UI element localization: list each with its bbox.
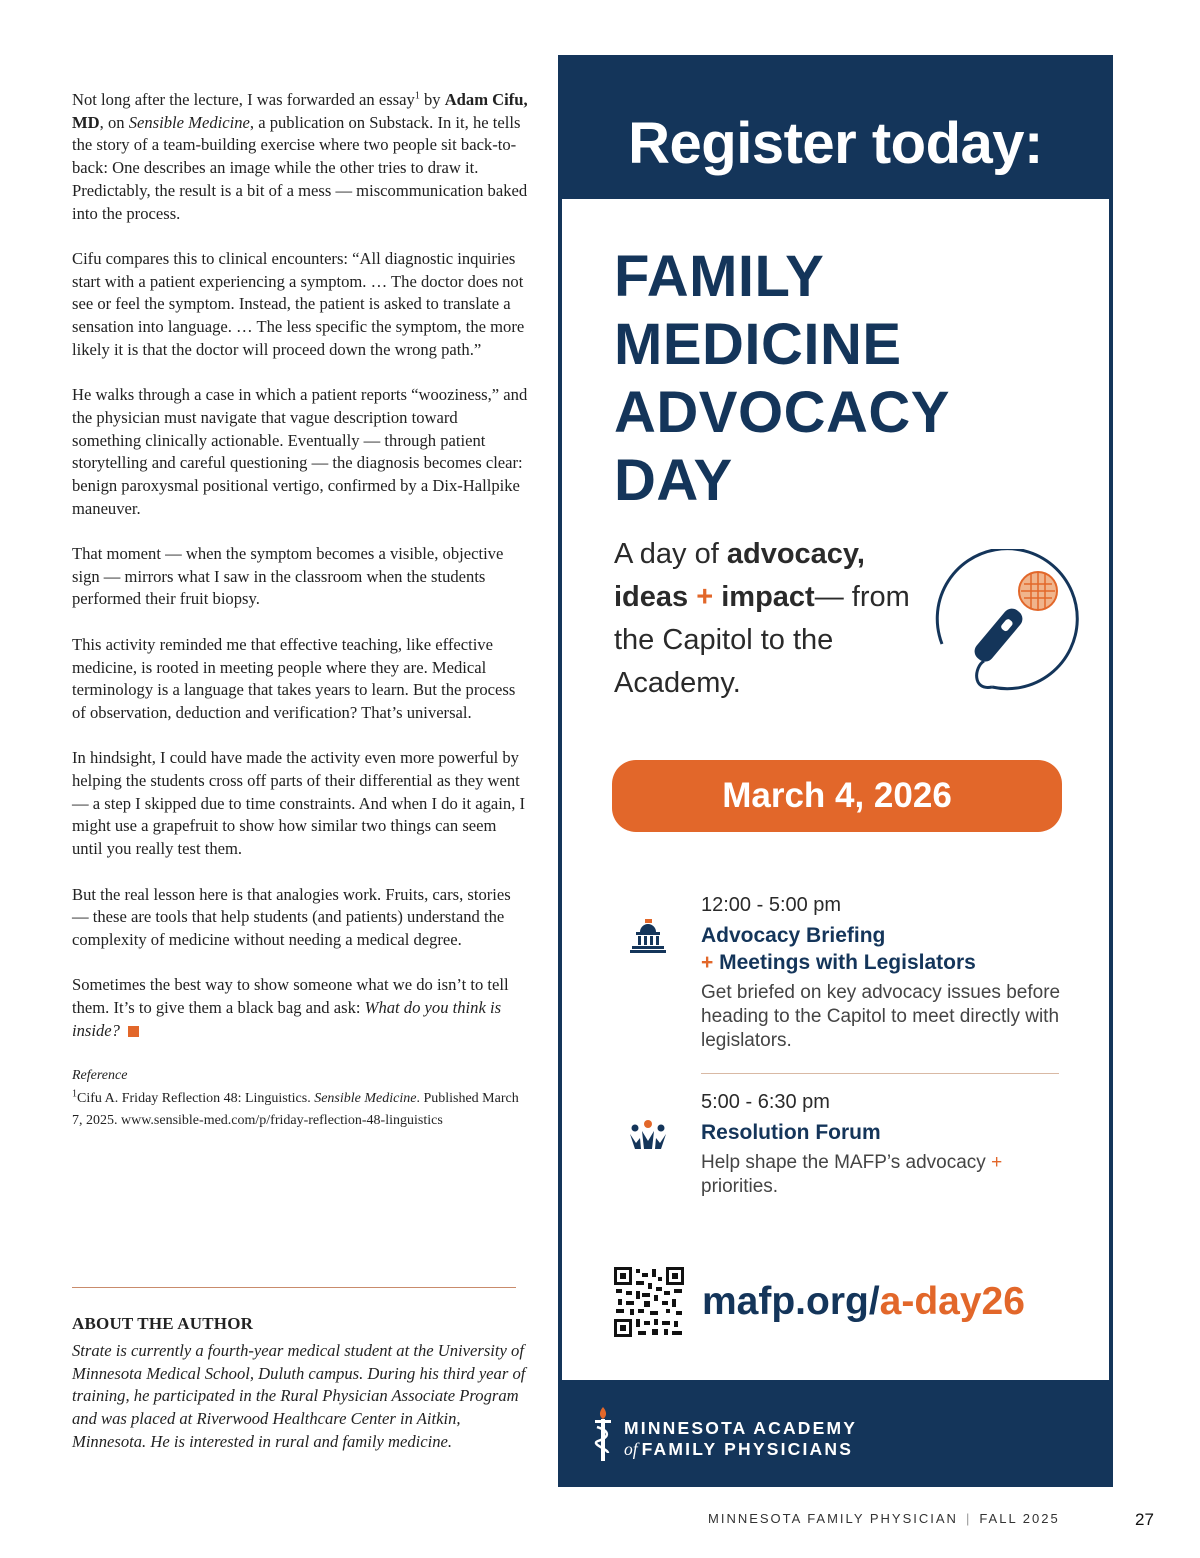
reference-label: Reference (72, 1068, 128, 1084)
qr-code-icon[interactable] (614, 1267, 684, 1337)
about-text: Strate is currently a fourth-year medical student at the University of Minnesota Medical School, Duluth campus. During his third year of training, he participated in the Rural Physician Associate Program and was placed at Riverwood Healthcare Center in Aitkin, Minnesota. He is interested in rural and family medicine. (72, 1341, 526, 1451)
reference-entry: $^1$Cifu A. Friday Reflection 48: Linguistics. Sensible Medicine. Published March 7, 2025. www.sensible-med.com/p/friday-reflection-48-linguistics (72, 1087, 519, 1129)
group-people-icon (628, 1117, 668, 1157)
torch-caduceus-logo-icon (592, 1405, 614, 1463)
footer-separator: | (965, 1511, 972, 1526)
ad-footer (558, 1380, 1113, 1487)
article-paragraph-4: That moment — when the symptom becomes a visible, objective sign — mirrors what I saw in the classroom when the students performed their fruit biopsy. (72, 544, 504, 609)
slot-title: Resolution Forum (701, 1121, 881, 1144)
event-title (614, 243, 1094, 515)
slot-description: Help shape the MAFP’s advocacy + priorities. (701, 1152, 1003, 1197)
running-footer (708, 1511, 1060, 1526)
slot-description: Get briefed on key advocacy issues before heading to the Capitol to meet directly with legislators. (701, 982, 1061, 1051)
end-of-article-square-icon (128, 1026, 139, 1037)
slot-title: Advocacy Briefing + Meetings with Legislators (701, 924, 976, 974)
microphone-icon (932, 549, 1082, 699)
registration-url-link[interactable]: mafp.org/a-day26 (702, 1280, 1025, 1323)
schedule-divider (701, 1073, 1059, 1074)
reference-section (72, 1065, 528, 1133)
article-paragraph-5: This activity reminded me that effective teaching, like effective medicine, is rooted in meeting people where they are. Medical terminology is a language that takes years to learn. But the process of observation, deduction and verification? That’s universal. (72, 634, 516, 722)
register-heading: Register today: (628, 111, 1043, 176)
ad-body (562, 199, 1109, 1380)
about-the-author (72, 1314, 528, 1454)
article-paragraph-6: In hindsight, I could have made the activity even more powerful by helping the students cross off parts of their differential as they went — a step I skipped due to time constraints. And when I do it again, I might use a grapefruit to show how similar two things can seem until you really test them. (72, 748, 526, 859)
event-title-line: ADVOCACY (614, 380, 950, 445)
slot-time: 12:00 - 5:00 pm (701, 894, 842, 916)
event-title-line: FAMILY (614, 244, 825, 309)
section-divider (72, 1287, 516, 1288)
issue-label: FALL 2025 (979, 1511, 1060, 1526)
closing-question: What do you think is inside? (72, 998, 502, 1040)
schedule-slot-briefing (701, 892, 1081, 1053)
about-heading: ABOUT THE AUTHOR (72, 1314, 254, 1333)
page-number: 27 (1135, 1510, 1154, 1529)
academy-name: MINNESOTA ACADEMY of FAMILY PHYSICIANS (624, 1418, 858, 1459)
capitol-building-icon (628, 916, 668, 956)
event-title-line: DAY (614, 448, 733, 513)
event-tagline: A day of advocacy, ideas + impact— from the Capitol to the Academy. (614, 538, 910, 699)
article-paragraph-2: Cifu compares this to clinical encounters: “All diagnostic inquiries start with a patient experiencing a symptom. … The doctor does not see or feel the symptom. Instead, the patient is asked to translate a sensation into language. … The less specific the symptom, the more likely it is that the doctor will proceed down the wrong path.” (72, 248, 525, 359)
footnote-marker: 1 (414, 90, 420, 102)
publication-title: MINNESOTA FAMILY PHYSICIAN (708, 1511, 958, 1526)
advocacy-day-ad (558, 55, 1113, 1487)
article-paragraph-8: Sometimes the best way to show someone what we do isn’t to tell them. It’s to give them a black bag and ask: What do you think is inside? (72, 975, 509, 1040)
event-title-line: MEDICINE (614, 312, 902, 377)
article-paragraph-3: He walks through a case in which a patient reports “wooziness,” and the physician must navigate that vague description toward something clinically actionable. Eventually — through patient storytelling and careful questioning — the diagnosis becomes clear: benign paroxysmal positional vertigo, confirmed by a Dix-Hallpike maneuver. (72, 385, 528, 518)
slot-time: 5:00 - 6:30 pm (701, 1091, 830, 1113)
article-paragraph-1: Not long after the lecture, I was forwarded an essay$^1$ by Adam Cifu, MD, on Sensible Medicine, a publication on Substack. In it, he tells the story of a team-building exercise where two people sit back-to-back: One describes an image while the other tries to draw it. Predictably, the result is a bit of a mess — miscommunication baked into the process. (72, 90, 528, 223)
schedule-slot-forum (701, 1089, 1081, 1199)
article-paragraph-7: But the real lesson here is that analogies work. Fruits, cars, stories — these are tools that help students (and patients) understand the complexity of medicine without needing a medical degree. (72, 884, 511, 949)
cited-author: Adam Cifu, MD (72, 90, 528, 132)
event-date: March 4, 2026 (612, 760, 1062, 832)
article-body (72, 89, 528, 1133)
publication-name: Sensible Medicine (128, 112, 250, 132)
